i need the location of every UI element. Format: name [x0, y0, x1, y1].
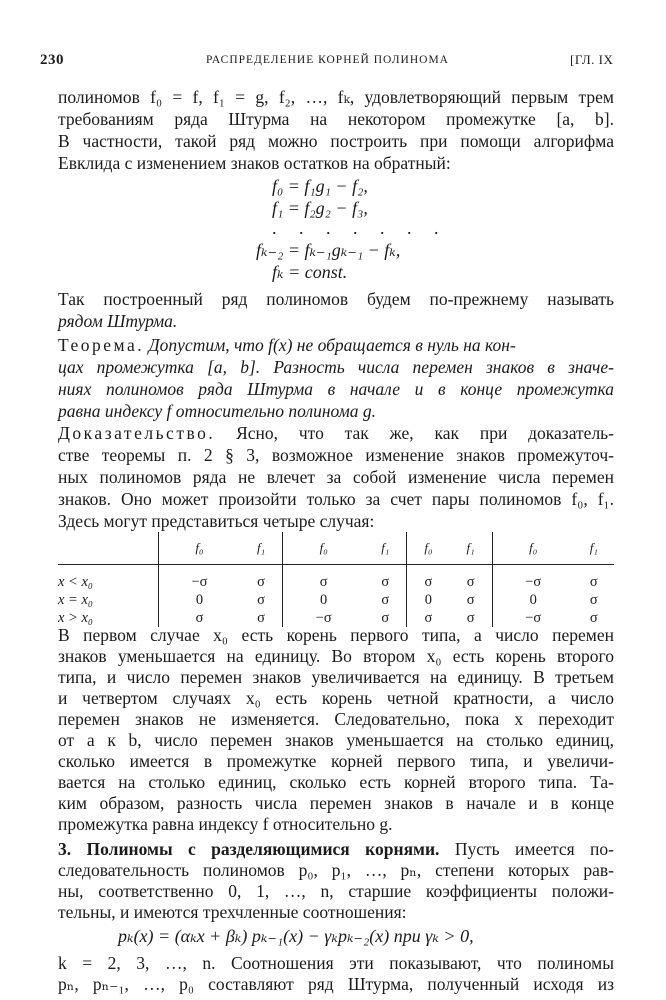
table-cell: −σ [492, 609, 574, 627]
proof-line: Здесь могут представиться четыре случая: [58, 511, 375, 531]
table-cell: σ [407, 609, 450, 627]
table-cell: σ [257, 573, 265, 590]
table-cell: σ [159, 609, 241, 627]
table-cell: 0 [492, 591, 574, 609]
section-line: тельны, и имеются трехчленные соотношения: [58, 902, 407, 922]
proof-line [58, 422, 614, 444]
equation-ellipsis: . . . . . . . [272, 218, 448, 238]
theorem-text: Допустим, что f(x) не обращается в нуль на кон- [148, 335, 516, 355]
text-line: и четвертом случаях x₀ есть корень четной кратности, а число [58, 688, 614, 708]
theorem-line: равна индексу f относительно полинома g. [58, 401, 377, 421]
table-header-cell: f₁ [240, 532, 283, 565]
proof-line: знаков. Оно может произойти только за счет пары полиномов f₀, f₁. [58, 489, 614, 509]
text-line: Евклида с изменением знаков остатков на обратный: [58, 153, 451, 173]
text-line: полиномов f₀ = f, f₁ = g, f₂, …, fₖ, удовлетворяющий первым трем [58, 87, 614, 107]
text-line: ким образом, разность числа перемен знаков в начале и в конце [58, 793, 614, 813]
table-cell: σ [466, 591, 475, 608]
row-label: x < x₀ [58, 573, 93, 590]
section-line: следовательность полиномов p₀, p₁, …, pₙ, степени которых рав- [58, 860, 614, 880]
table-row [58, 565, 614, 592]
section-heading: 3. Полиномы с разделяющимися корнями. [58, 839, 440, 859]
section-line: ны, соответственно 0, 1, …, n, старшие коэффициенты положи- [58, 881, 614, 901]
table-cell: σ [381, 591, 390, 608]
row-label: x > x₀ [58, 609, 93, 626]
table-cell: σ [589, 609, 598, 626]
equation: fₖ₋₂ = fₖ₋₁gₖ₋₁ − fₖ, [256, 240, 401, 260]
table-header-cell: f₀ [283, 532, 365, 565]
table-cell: σ [466, 573, 475, 590]
table-cell: σ [283, 565, 365, 592]
text-line: требованиям ряда Штурма на некотором промежутке [a, b]. [58, 109, 614, 129]
equation: f₁ = f₂g₂ − f₃, [272, 198, 368, 218]
page-number: 230 [40, 52, 64, 68]
table-cell: σ [466, 609, 475, 626]
table-header-cell: f₁ [574, 532, 614, 565]
text-line: промежутка равна индексу f относительно g. [58, 814, 393, 834]
table-cell: σ [257, 591, 265, 608]
recurrence-formula: pₖ(x) = (αₖx + βₖ) pₖ₋₁(x) − γₖpₖ₋₂(x) при γₖ > 0, [118, 926, 474, 946]
table-cell: σ [381, 573, 390, 590]
text-line: вается на столько единиц, сколько есть корней второго типа. Та- [58, 772, 614, 792]
table-cell: σ [589, 573, 598, 590]
table-cell: −σ [159, 565, 241, 592]
row-label: x = x₀ [58, 591, 93, 608]
theorem-line: цах промежутка [a, b]. Разность числа перемен знаков в значе- [58, 357, 614, 377]
theorem-line [58, 334, 614, 356]
table-cell: σ [381, 609, 390, 626]
table-cell: 0 [407, 591, 450, 609]
text-line: pₙ, pₙ₋₁, …, p₀ составляют ряд Штурма, полученный исходя из [58, 974, 614, 994]
table-cell: −σ [492, 565, 574, 592]
text-line: В первом случае x₀ есть корень первого типа, а число перемен [58, 625, 614, 645]
table-row [58, 591, 614, 609]
equation: f₀ = f₁g₁ − f₂, [272, 176, 368, 196]
table-header-row [58, 532, 614, 565]
equation: fₖ = const. [272, 262, 348, 282]
text-line: типа, и число перемен знаков увеличивается на единицу. В третьем [58, 667, 614, 687]
section-line [58, 838, 614, 860]
table-header-cell: f₁ [450, 532, 493, 565]
section-text: Пусть имеется по- [454, 839, 614, 859]
table-header-cell: f₀ [492, 532, 574, 565]
table-cell: σ [407, 565, 450, 592]
proof-line: стве теоремы п. 2 § 3, возможное изменение знаков промежуточ- [58, 445, 614, 465]
text-line: перемен знаков не изменяется. Следовательно, пока x переходит [58, 709, 614, 729]
table-cell: σ [589, 591, 598, 608]
proof-line: ных полиномов ряда не влечет за собой изменение числа перемен [58, 467, 614, 487]
proof-text: Ясно, что так же, как при доказатель- [236, 423, 614, 443]
running-title: РАСПРЕДЕЛЕНИЕ КОРНЕЙ ПОЛИНОМА [206, 54, 449, 66]
table-cell: 0 [159, 591, 241, 609]
text-line: знаков уменьшается на единицу. Во втором x₀ есть корень второго [58, 646, 614, 666]
sign-table [58, 532, 614, 627]
text-line: Так построенный ряд полиномов будем по-прежнему называть [58, 289, 614, 309]
theorem-label: Теорема. [58, 335, 145, 355]
table-cell: σ [257, 609, 265, 626]
table-cell: 0 [283, 591, 365, 609]
theorem-line: ниях полиномов ряда Штурма в начале и в конце промежутка [58, 379, 614, 399]
text-line: В частности, такой ряд можно построить при помощи алгорифма [58, 131, 614, 151]
chapter-label: [ГЛ. IX [570, 52, 614, 67]
table-header-cell: f₀ [159, 532, 241, 565]
table-corner [58, 532, 159, 565]
table-header-cell: f₀ [407, 532, 450, 565]
text-line: сколько имеется в промежутке корней первого типа, и увеличи- [58, 751, 614, 771]
text-line: k = 2, 3, …, n. Соотношения эти показывают, что полиномы [58, 953, 614, 973]
table-cell: −σ [283, 609, 365, 627]
table-header-cell: f₁ [364, 532, 407, 565]
text-line: от a к b, число перемен знаков уменьшается на столько единиц, [58, 730, 614, 750]
proof-label: Доказательство. [58, 423, 216, 443]
text-line: рядом Штурма. [58, 311, 178, 331]
